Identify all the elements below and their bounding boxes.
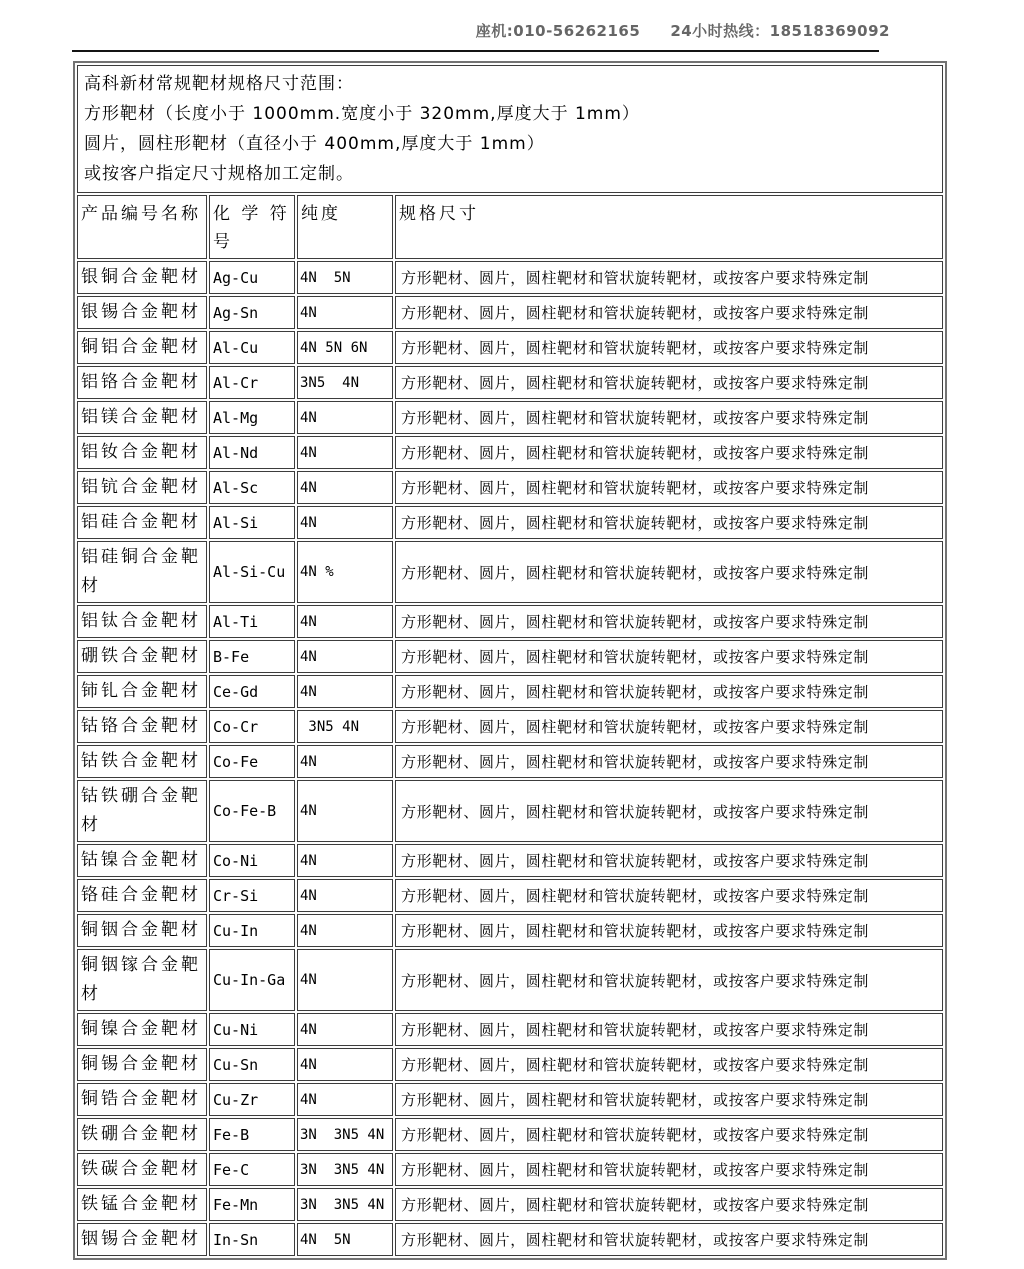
chemical-symbol-cell: Al-Cr <box>209 366 295 399</box>
purity-cell: 3N 3N5 4N <box>297 1153 393 1186</box>
chemical-symbol-cell: B-Fe <box>209 640 295 673</box>
intro-row <box>77 65 943 193</box>
chemical-symbol-cell: Fe-C <box>209 1153 295 1186</box>
purity-cell: 3N5 4N <box>297 710 393 743</box>
intro-line-1: 高科新材常规靶材规格尺寸范围： <box>84 74 354 94</box>
table-row <box>77 1153 943 1186</box>
table-row <box>77 1223 943 1256</box>
table-row <box>77 401 943 434</box>
chemical-symbol-cell: Co-Fe-B <box>209 780 295 842</box>
purity-cell: 4N <box>297 745 393 778</box>
product-name-cell: 铁锰合金靶材 <box>77 1188 207 1221</box>
chemical-symbol-cell: In-Sn <box>209 1223 295 1256</box>
product-name-cell: 铜锡合金靶材 <box>77 1048 207 1081</box>
chemical-symbol-cell: Al-Cu <box>209 331 295 364</box>
spec-cell: 方形靶材、圆片，圆柱靶材和管状旋转靶材，或按客户要求特殊定制 <box>395 745 943 778</box>
column-header-chemical-symbol: 化 学 符号 <box>209 195 295 259</box>
table-row <box>77 879 943 912</box>
product-name-cell: 铝硅合金靶材 <box>77 506 207 539</box>
column-header-purity: 纯度 <box>297 195 393 259</box>
table-row <box>77 261 943 294</box>
intro-line-3: 圆片，圆柱形靶材（直径小于 400mm,厚度大于 1mm） <box>84 134 545 154</box>
table-row <box>77 541 943 603</box>
purity-cell: 4N <box>297 640 393 673</box>
table-row <box>77 640 943 673</box>
purity-cell: 3N 3N5 4N <box>297 1118 393 1151</box>
table-row <box>77 914 943 947</box>
spec-cell: 方形靶材、圆片，圆柱靶材和管状旋转靶材，或按客户要求特殊定制 <box>395 1153 943 1186</box>
product-name-cell: 钴铁合金靶材 <box>77 745 207 778</box>
table-row <box>77 675 943 708</box>
table-header-row <box>77 195 943 259</box>
intro-line-4: 或按客户指定尺寸规格加工定制。 <box>84 164 354 184</box>
purity-cell: 4N <box>297 780 393 842</box>
purity-cell: 3N5 4N <box>297 366 393 399</box>
spec-cell: 方形靶材、圆片，圆柱靶材和管状旋转靶材，或按客户要求特殊定制 <box>395 1223 943 1256</box>
chemical-symbol-cell: Cu-Sn <box>209 1048 295 1081</box>
spec-cell: 方形靶材、圆片，圆柱靶材和管状旋转靶材，或按客户要求特殊定制 <box>395 401 943 434</box>
purity-cell: 4N <box>297 844 393 877</box>
product-name-cell: 铝钪合金靶材 <box>77 471 207 504</box>
product-name-cell: 钴铁硼合金靶材 <box>77 780 207 842</box>
chemical-symbol-cell: Co-Ni <box>209 844 295 877</box>
spec-cell: 方形靶材、圆片，圆柱靶材和管状旋转靶材，或按客户要求特殊定制 <box>395 331 943 364</box>
spec-cell: 方形靶材、圆片，圆柱靶材和管状旋转靶材，或按客户要求特殊定制 <box>395 1048 943 1081</box>
purity-cell: 4N 5N <box>297 1223 393 1256</box>
purity-cell: 4N 5N <box>297 261 393 294</box>
phone-label: 座机:010-56262165 <box>475 22 641 40</box>
purity-cell: 4N <box>297 605 393 638</box>
product-name-cell: 铜铟合金靶材 <box>77 914 207 947</box>
purity-cell: 4N <box>297 949 393 1011</box>
product-name-cell: 铝硅铜合金靶材 <box>77 541 207 603</box>
table-row <box>77 506 943 539</box>
product-name-cell: 铜锆合金靶材 <box>77 1083 207 1116</box>
intro-cell <box>77 65 943 193</box>
chemical-symbol-cell: Cu-In <box>209 914 295 947</box>
product-name-cell: 铝铬合金靶材 <box>77 366 207 399</box>
table-row <box>77 296 943 329</box>
chemical-symbol-cell: Fe-B <box>209 1118 295 1151</box>
product-name-cell: 铜铝合金靶材 <box>77 331 207 364</box>
table-row <box>77 745 943 778</box>
product-name-cell: 铁碳合金靶材 <box>77 1153 207 1186</box>
spec-cell: 方形靶材、圆片，圆柱靶材和管状旋转靶材，或按客户要求特殊定制 <box>395 879 943 912</box>
chemical-symbol-cell: Cu-Zr <box>209 1083 295 1116</box>
column-header-product-name: 产品编号名称 <box>77 195 207 259</box>
spec-cell: 方形靶材、圆片，圆柱靶材和管状旋转靶材，或按客户要求特殊定制 <box>395 844 943 877</box>
spec-cell: 方形靶材、圆片，圆柱靶材和管状旋转靶材，或按客户要求特殊定制 <box>395 506 943 539</box>
chemical-symbol-cell: Co-Fe <box>209 745 295 778</box>
product-name-cell: 铁硼合金靶材 <box>77 1118 207 1151</box>
product-name-cell: 铝镁合金靶材 <box>77 401 207 434</box>
purity-cell: 4N <box>297 471 393 504</box>
chemical-symbol-cell: Co-Cr <box>209 710 295 743</box>
table-row <box>77 1188 943 1221</box>
chemical-symbol-cell: Ce-Gd <box>209 675 295 708</box>
purity-cell: 4N <box>297 401 393 434</box>
purity-cell: 3N 3N5 4N <box>297 1188 393 1221</box>
purity-cell: 4N <box>297 675 393 708</box>
spec-cell: 方形靶材、圆片，圆柱靶材和管状旋转靶材，或按客户要求特殊定制 <box>395 366 943 399</box>
chemical-symbol-cell: Cu-In-Ga <box>209 949 295 1011</box>
chemical-symbol-cell: Cu-Ni <box>209 1013 295 1046</box>
spec-cell: 方形靶材、圆片，圆柱靶材和管状旋转靶材，或按客户要求特殊定制 <box>395 710 943 743</box>
table-row <box>77 1083 943 1116</box>
chemical-symbol-cell: Ag-Sn <box>209 296 295 329</box>
chemical-symbol-cell: Al-Ti <box>209 605 295 638</box>
spec-cell: 方形靶材、圆片，圆柱靶材和管状旋转靶材，或按客户要求特殊定制 <box>395 780 943 842</box>
table-row <box>77 471 943 504</box>
contact-bar <box>0 0 1024 41</box>
table-row <box>77 1118 943 1151</box>
purity-cell: 4N <box>297 879 393 912</box>
table-row <box>77 1013 943 1046</box>
table-row <box>77 780 943 842</box>
chemical-symbol-cell: Al-Mg <box>209 401 295 434</box>
purity-cell: 4N <box>297 1083 393 1116</box>
header-divider <box>72 50 879 52</box>
product-name-cell: 铝钕合金靶材 <box>77 436 207 469</box>
spec-cell: 方形靶材、圆片，圆柱靶材和管状旋转靶材，或按客户要求特殊定制 <box>395 640 943 673</box>
spec-cell: 方形靶材、圆片，圆柱靶材和管状旋转靶材，或按客户要求特殊定制 <box>395 1013 943 1046</box>
spec-cell: 方形靶材、圆片，圆柱靶材和管状旋转靶材，或按客户要求特殊定制 <box>395 471 943 504</box>
product-name-cell: 铈钆合金靶材 <box>77 675 207 708</box>
hotline-label: 24小时热线：18518369092 <box>670 22 890 40</box>
product-name-cell: 硼铁合金靶材 <box>77 640 207 673</box>
spec-cell: 方形靶材、圆片，圆柱靶材和管状旋转靶材，或按客户要求特殊定制 <box>395 675 943 708</box>
chemical-symbol-cell: Al-Sc <box>209 471 295 504</box>
product-name-cell: 钴铬合金靶材 <box>77 710 207 743</box>
purity-cell: 4N <box>297 436 393 469</box>
spec-cell: 方形靶材、圆片，圆柱靶材和管状旋转靶材，或按客户要求特殊定制 <box>395 1118 943 1151</box>
product-name-cell: 银铜合金靶材 <box>77 261 207 294</box>
table-row <box>77 366 943 399</box>
chemical-symbol-cell: Cr-Si <box>209 879 295 912</box>
spec-cell: 方形靶材、圆片，圆柱靶材和管状旋转靶材，或按客户要求特殊定制 <box>395 261 943 294</box>
purity-cell: 4N 5N 6N <box>297 331 393 364</box>
product-name-cell: 铜铟镓合金靶材 <box>77 949 207 1011</box>
table-row <box>77 710 943 743</box>
table-row <box>77 331 943 364</box>
purity-cell: 4N <box>297 1013 393 1046</box>
product-name-cell: 铜镍合金靶材 <box>77 1013 207 1046</box>
table-row <box>77 844 943 877</box>
purity-cell: 4N <box>297 296 393 329</box>
purity-cell: 4N <box>297 914 393 947</box>
spec-cell: 方形靶材、圆片，圆柱靶材和管状旋转靶材，或按客户要求特殊定制 <box>395 296 943 329</box>
product-name-cell: 钴镍合金靶材 <box>77 844 207 877</box>
purity-cell: 4N % <box>297 541 393 603</box>
chemical-symbol-cell: Al-Nd <box>209 436 295 469</box>
spec-cell: 方形靶材、圆片，圆柱靶材和管状旋转靶材，或按客户要求特殊定制 <box>395 1188 943 1221</box>
purity-cell: 4N <box>297 1048 393 1081</box>
spec-cell: 方形靶材、圆片，圆柱靶材和管状旋转靶材，或按客户要求特殊定制 <box>395 914 943 947</box>
product-name-cell: 铬硅合金靶材 <box>77 879 207 912</box>
product-name-cell: 铝钛合金靶材 <box>77 605 207 638</box>
product-name-cell: 铟锡合金靶材 <box>77 1223 207 1256</box>
target-spec-table <box>73 61 947 1260</box>
column-header-spec: 规格尺寸 <box>395 195 943 259</box>
spec-cell: 方形靶材、圆片，圆柱靶材和管状旋转靶材，或按客户要求特殊定制 <box>395 1083 943 1116</box>
chemical-symbol-cell: Al-Si-Cu <box>209 541 295 603</box>
spec-cell: 方形靶材、圆片，圆柱靶材和管状旋转靶材，或按客户要求特殊定制 <box>395 436 943 469</box>
purity-cell: 4N <box>297 506 393 539</box>
intro-line-2: 方形靶材（长度小于 1000mm.宽度小于 320mm,厚度大于 1mm） <box>84 104 640 124</box>
spec-cell: 方形靶材、圆片，圆柱靶材和管状旋转靶材，或按客户要求特殊定制 <box>395 949 943 1011</box>
spec-cell: 方形靶材、圆片，圆柱靶材和管状旋转靶材，或按客户要求特殊定制 <box>395 605 943 638</box>
table-row <box>77 436 943 469</box>
spec-cell: 方形靶材、圆片，圆柱靶材和管状旋转靶材，或按客户要求特殊定制 <box>395 541 943 603</box>
table-row <box>77 605 943 638</box>
product-name-cell: 银锡合金靶材 <box>77 296 207 329</box>
chemical-symbol-cell: Ag-Cu <box>209 261 295 294</box>
chemical-symbol-cell: Al-Si <box>209 506 295 539</box>
table-row <box>77 949 943 1011</box>
chemical-symbol-cell: Fe-Mn <box>209 1188 295 1221</box>
table-row <box>77 1048 943 1081</box>
